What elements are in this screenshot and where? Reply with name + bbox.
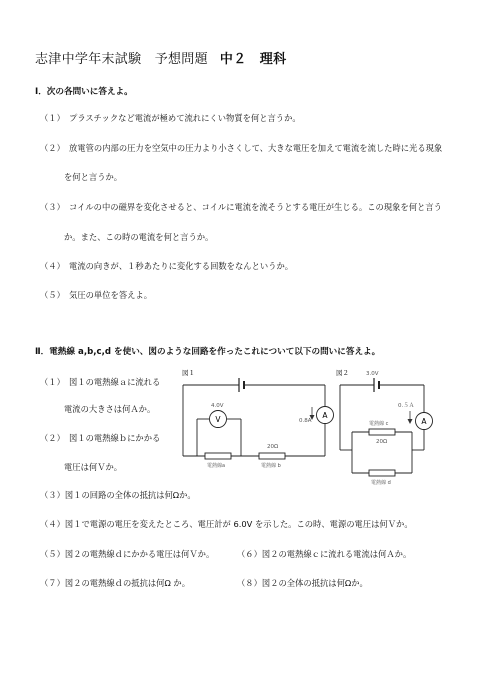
resistor-b — [259, 453, 285, 459]
question-2-4: （４）図１で電源の電圧を変えたところ、電圧計が 6.0V を示した。この時、電源の電圧は何Ｖか。 — [40, 519, 413, 529]
ammeter-symbol: A — [322, 411, 328, 420]
question-1-1: （１） プラスチックなど電流が極めて流れにくい物質を何と言うか。 — [40, 113, 301, 123]
resistor-b-label: 電熱線 b — [261, 463, 281, 469]
figure1-label: 図１ — [182, 369, 195, 377]
question-2-5: （５）図２の電熱線ｄにかかる電圧は何Ｖか。 — [40, 549, 215, 559]
question-2-2-cont: 電圧は何Ｖか。 — [64, 462, 123, 472]
resistor-d — [369, 470, 395, 476]
current-arrowhead-icon — [408, 419, 413, 424]
ammeter-reading: 0.8A — [299, 418, 312, 424]
question-2-1-cont: 電流の大きさは何Ａか。 — [64, 404, 156, 414]
title-main: 志津中学年末試験 予想問題 — [35, 52, 208, 67]
resistor-a — [205, 453, 231, 459]
question-1-2-cont: を何と言うか。 — [64, 172, 123, 182]
section1-heading: Ⅰ．次の各問いに答えよ。 — [35, 87, 133, 97]
question-1-5: （５） 気圧の単位を答えよ。 — [40, 290, 153, 300]
question-2-3: （３）図１の回路の全体の抵抗は何Ωか。 — [40, 490, 196, 500]
question-1-3: （３） コイルの中の磁界を変化させると、コイルに電流を流そうとする電圧が生じる。この現象を何と言う — [40, 202, 442, 212]
question-2-8: （８）図２の全体の抵抗は何Ωか。 — [237, 578, 368, 588]
ammeter-reading: 0.５Ａ — [398, 403, 415, 409]
voltmeter-reading: 4.0V — [211, 403, 224, 409]
question-2-6: （６）図２の電熱線ｃに流れる電流は何Ａか。 — [237, 549, 412, 559]
question-2-1: （１） 図１の電熱線ａに流れる — [40, 377, 161, 387]
page-title — [35, 48, 286, 67]
source-voltage: 3.0V — [366, 371, 379, 377]
question-2-2: （２） 図１の電熱線ｂにかかる — [40, 433, 161, 443]
section2-heading: Ⅱ．電熱線 a,b,c,d を使い、図のような回路を作ったこれについて以下の問いに答えよ。 — [35, 347, 381, 357]
question-2-7: （７）図２の電熱線ｄの抵抗は何Ω か。 — [40, 578, 191, 588]
question-1-4: （４） 電流の向きが、１秒あたりに変化する回数をなんというか。 — [40, 261, 294, 271]
title-bold: 中２ 理科 — [219, 52, 287, 67]
figure1-circuit — [175, 365, 335, 475]
resistor-d-label: 電熱線 d — [371, 480, 391, 486]
resistor-b-value: 20Ω — [267, 444, 279, 450]
figure2-circuit — [332, 365, 457, 495]
voltmeter-symbol: V — [215, 415, 221, 424]
question-1-3-cont: か。また、この時の電流を何と言うか。 — [64, 232, 214, 242]
figure2-label: 図２ — [336, 369, 349, 377]
resistor-c-label: 電熱線 c — [369, 421, 389, 427]
ammeter-symbol: A — [421, 417, 427, 426]
question-1-2: （２） 放電管の内部の圧力を空気中の圧力より小さくして、大きな電圧を加えて電流を流した時に光る現象 — [40, 143, 443, 153]
resistor-c-value: 20Ω — [376, 439, 388, 445]
resistor-c — [369, 429, 395, 435]
resistor-a-label: 電熱線a — [207, 463, 226, 469]
